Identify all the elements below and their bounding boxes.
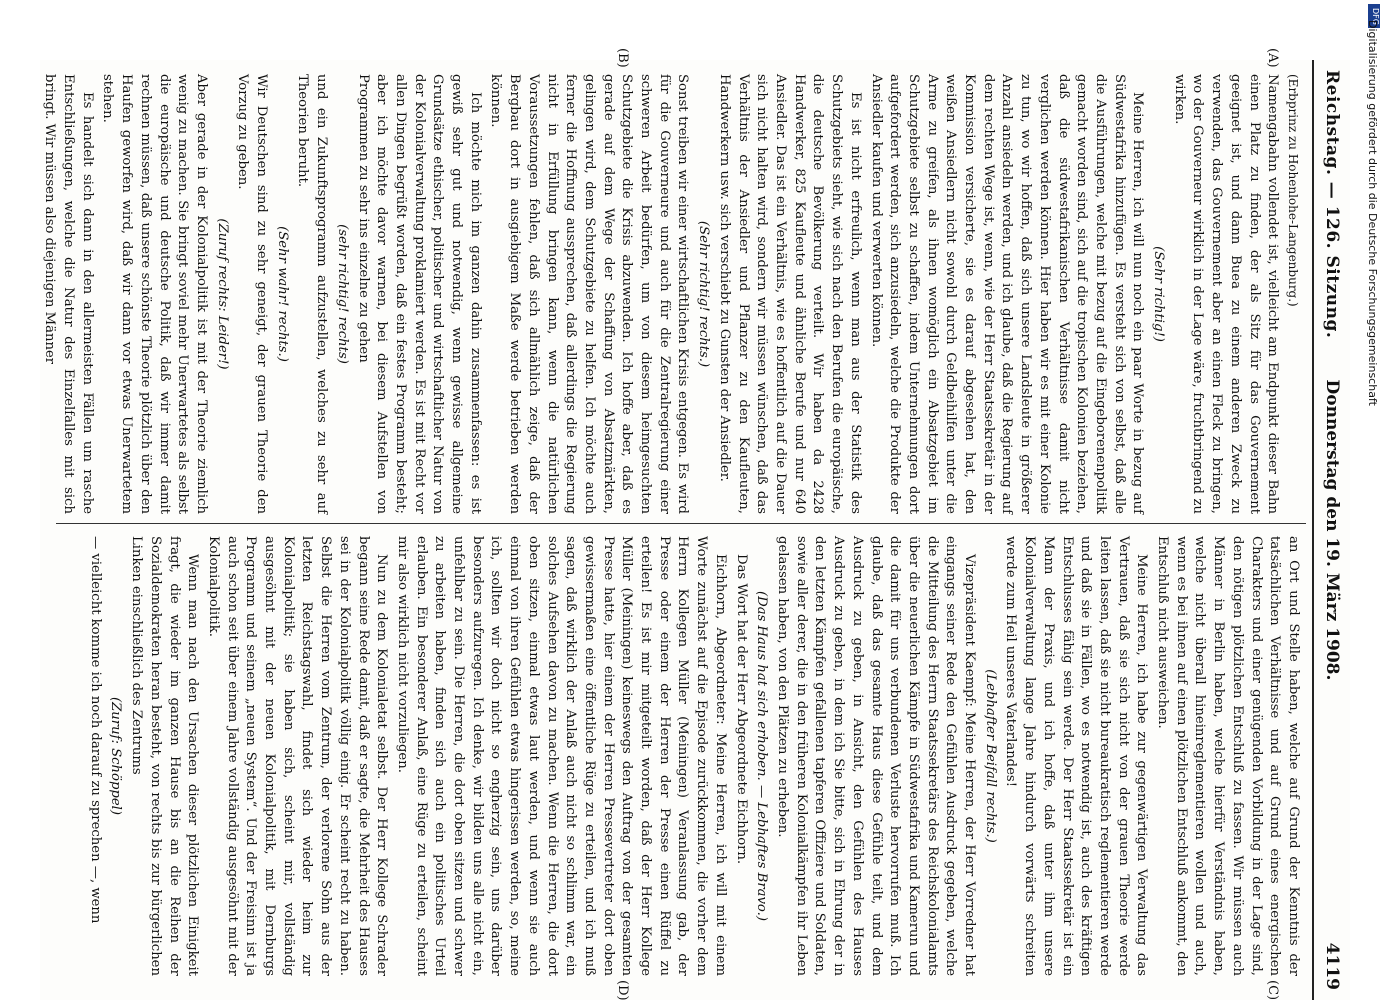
margin-mark-b: (B): [615, 48, 630, 68]
paragraph: Aber gerade in der Kolonialpolitik ist mit der Theorie ziemlich wenig zu machen. Sie bringt soviel mehr Unerwartetes als selbst die europäische und deutsche Politik, daß wir immer damit rechnen müssen, daß unsere schönste Theorie plötzlich über den Haufen geworfen wird, daß wir dann vor etwas Unerwartetem stehen.: [100, 74, 209, 514]
interjection: (Sehr richtig! rechts.): [696, 220, 712, 368]
dfg-logo: DFG: [1368, 4, 1380, 28]
paragraph: Sonst treiben wir einer wirtschaftlichen Krisis entgegen. Es wird für die Gouverneure und auch für die Zentralregierung einer schweren Arbeit bedürfen, um von diesem heimgesuchten Schutzgebiete die Krisis abzuwenden. Ich hoffe aber, daß es gerade auf dem Wege der Schaffung von Absatzmärkten, gelingen wird, dem Schutzgebiete zu helfen. Ich möchte auch ferner die Hoffnung aussprechen, daß allerdings die Regierung nicht in Erfüllung bringen kann, wenn die natürlichen Voraussetzungen fehlen, daß sich allmählich zeige, daß der Bergbau dort in ausgiebigem Maße werde betrieben werden können.: [488, 74, 691, 514]
interjection: (sehr richtig! rechts): [334, 224, 350, 364]
paragraph: Ich möchte mich im ganzen dahin zusammenfassen: es ist gewiß sehr gut und notwendig, wenn gewisse allgemeine Grundsätze ethischer, politischer und wirtschaftlicher Natur von der Kolonialverwaltung proklamiert werden. Es ist mit Recht vor allen Dingen begrüßt worden, daß ein festes Programm besteht; aber ich möchte davor warnen, bei diesem Aufstellen von Programmen zu sehr ins einzelne zu gehen: [355, 74, 483, 514]
paragraph: Wenn man nach den Ursachen dieser plötzlichen Einigkeit fragt, die wieder im ganzen Hause bis an die Reihen der Sozialdemokraten heran besteht, von rechts bis zur bürgerlichen Linken einschließlich des Zentrums: [129, 536, 201, 976]
paragraph: an Ort und Stelle haben, welche auf Grund der Kenntnis der tatsächlichen Verhältnisse und auf Grund eines energischen Charakters und einer genügenden Vorbildung in der Lage sind, den nötigen plötzlichen Entschluß zu fassen. Wir müssen auch Männer in Berlin haben, welche hierfür Verständnis haben, welche nicht überall hineinreglementieren wollen und auch, wenn es bei ihnen auf einen plötzlichen Entschluß ankommt, den Entschluß nicht ausweichen.: [1155, 536, 1301, 976]
page-number: 4119: [1322, 942, 1342, 990]
interjection: (Zuruf rechts: Leider!): [214, 218, 230, 370]
credit-text: Digitalisierung gefördert durch die Deutsche Forschungsgemeinschaft: [1366, 20, 1379, 406]
paragraph: Vizepräsident Kaempf: Meine Herren, der Herr Vorredner hat eingangs seiner Rede den Gefühlen Ausdruck gegeben, welche die Mitteilung des Herrn Staatssekretärs des Reichskolonialamts über die neuerlichen Kämpfe in Südwestafrika und Kamerun und die damit für uns verbundenen Verluste hervorrufen muß. Ich glaube, daß das gesamte Haus diese Gefühle teilt, und dem Ausdruck zu geben, in Ansicht, den Gefühlen des Hauses Ausdruck zu geben, in dem ich Sie bitte, sich in Ehrung der in den letzten Kämpfen gefallenen tapferen Offiziere und Soldaten, sowie aller derer, die in den früheren Kolonialkämpfen ihr Leben gelassen haben, von den Plätzen zu erheben.: [775, 536, 978, 976]
page-header: [1312, 60, 1350, 1000]
digitization-credit: [1366, 20, 1380, 980]
paragraph: Das Wort hat der Herr Abgeordnete Eichhorn.: [733, 554, 749, 865]
scanned-page: [40, 48, 1350, 1001]
paragraph: Eichhorn, Abgeordneter: Meine Herren, ich will mit einem Worte zunächst auf die Episode zurückkommen, die vorher dem Herrn Kollegen Müller (Meiningen) Veranlassung gab, der Presse oder einem der Herren der Presse einen Rüffel zu erteilen! Es ist mir mitgeteilt worden, daß der Herr Kollege Müller (Meiningen) keineswegs den Auftrag von der gesamten Presse hatte, hier einem der Herren Pressevertreter dort oben gewissermaßen eine öffentliche Rüge zu erteilen, und ich muß sagen, daß wirklich der Anlaß auch nicht so schlimm war, ein solches Aufsehen davon zu machen. Wenn die Herren, die dort oben sitzen, einmal etwas laut werden, und wenn sie auch einmal von ihren Gefühlen etwas hingerissen werden, so, meine ich, sollten wir doch nicht so engherzig sein, uns darüber besonders aufzuregen. Ich denke, wir bilden uns alle nicht ein, unfehlbar zu sein. Die Herren, die dort oben sitzen und schwer zu arbeiten haben, finden sich auch ein politisches Urteil erlauben. Ein besonderer Anlaß, eine Rüge zu erteilen, scheint mir also wirklich nicht vorzuliegen.: [394, 536, 728, 976]
paragraph: Nun zu dem Kolonialetat selbst. Der Herr Kollege Schrader begann seine Rede damit, daß er sagte, die Mehrheit des Hauses sei in der Kolonialpolitik völlig einig. Er scheint recht zu haben. Selbst die Herren vom Zentrum, der verlorene Sohn aus der letzten Reichstagswahl, findet sich wieder heim zur Kolonialpolitik; sie haben sich, scheint mir, vollständig ausgesöhnt mit der neuen Kolonialpolitik, mit Dernburgs Programm und seinem „neuen System“. Und der Freisinn ist ja auch schon seit über einem Jahre vollständig ausgesöhnt mit der Kolonialpolitik.: [205, 536, 390, 976]
interjection: (Das Haus hat sich erhoben. — Lebhaftes Bravo.): [754, 591, 770, 921]
paragraph: Es handelt sich dann in den allermeisten Fällen um rasche Entschließungen, welche die Natur des Einzelfalles mit sich bringt. Wir müssen also diejenigen Männer: [42, 74, 95, 514]
paragraph: Es ist nicht erfreulich, wenn man aus der Statistik des Schutzgebiets sieht, wie sich nach den Berufen die europäische, die deutsche Bevölkerung verteilt. Wir haben da 2428 Handwerker, 825 Kaufleute und ähnliche Berufe und nur 640 Ansiedler. Das ist ein Verhältnis, wie es hoffentlich auf die Dauer sich nicht halten wird, sondern wir müssen wünschen, daß das Verhältnis der Ansiedler und Pflanzer zu den Kaufleuten, Handwerkern usw. sich verschiebt zu Gunsten der Ansiedler.: [716, 74, 863, 514]
paragraph: Wir Deutschen sind zu sehr geneigt, der grauen Theorie den Vorzug zu geben.: [235, 74, 270, 514]
margin-mark-a: (A): [1265, 48, 1280, 68]
paragraph: Namengabahn vollendet ist, vielleicht am Endpunkt dieser Bahn einen Platz zu finden, der als Sitz für das Gouvernement geeignet ist, und dann Buea zu einem anderen Zweck zu verwenden, das Gouvernement aber an einen Fleck zu bringen, wo der Gouverneur wirklich in der Lage wäre, fruchtbringend zu wirken.: [1171, 74, 1281, 514]
interjection: (Lebhafter Beifall rechts.): [982, 669, 998, 843]
paragraph: Meine Herren, ich will nun noch ein paar Worte in bezug auf Südwestafrika hinzufügen. Es versteht sich von selbst, daß alle die Ausführungen, welche mit bezug auf die Eingeborenenpolitik gemacht worden sind, sich auf die tropischen Kolonien beziehen, daß die südwestafrikanischen Verhältnisse damit nicht verglichen werden können. Hier haben wir es mit einer Kolonie zu tun, wo wir hoffen, daß sich unsere Landsleute in größerer Anzahl ansiedeln werden, und ich glaube, daß die Regierung auf dem rechten Wege ist, wenn, wie der Herr Staatssekretär in der Kommission versicherte, sie es darauf abgesehen hat, den weißen Ansiedlern nicht sowohl durch Geldbeihilfen unter die Arme zu greifen, als ihnen womöglich ein Absatzgebiet im Schutzgebiete selbst zu schaffen, indem Unternehmungen dort aufgefordert werden, sich anzusiedeln, welche die Produkte der Ansiedler kaufen und verwerten können.: [868, 74, 1146, 514]
speaker-note: (Erbprinz zu Hohenlohe-Langenburg.): [1286, 74, 1300, 307]
column-rule: [56, 523, 1306, 524]
header-date: Donnerstag den 19. März 1908.: [1322, 379, 1342, 681]
header-left: Reichstag. — 126. Sitzung.: [1322, 70, 1342, 339]
left-column: [38, 74, 1302, 514]
interjection: (Sehr richtig!): [1151, 246, 1167, 342]
right-column: [83, 536, 1302, 976]
margin-mark-d: (D): [615, 980, 630, 1001]
paragraph: — vielleicht komme ich noch darauf zu sprechen —, wenn: [87, 536, 103, 924]
margin-mark-c: (C): [1265, 980, 1280, 1001]
paragraph: Meine Herren, ich habe zur gegenwärtigen Verwaltung das Vertrauen, daß sie sich nicht von der grauen Theorie werde leiten lassen, daß sie nicht bureaukratisch reglementieren werde und daß sie in Fällen, wo es notwendig ist, auch des kräftigen Entschlusses fähig sein werde. Der Herr Staatssekretär ist ein Mann der Praxis, und ich hoffe, daß unter ihm unsere Kolonialverwaltung lange Jahre hindurch vorwärts schreiten werde zum Heil unseres Vaterlandes!: [1003, 536, 1150, 976]
paragraph: und ein Zukunftsprogramm aufzustellen, welches zu sehr auf Theorien beruht.: [295, 74, 330, 514]
interjection: (Sehr wahr! rechts.): [274, 226, 290, 362]
interjection: (Zuruf: Schöppel): [108, 696, 124, 816]
